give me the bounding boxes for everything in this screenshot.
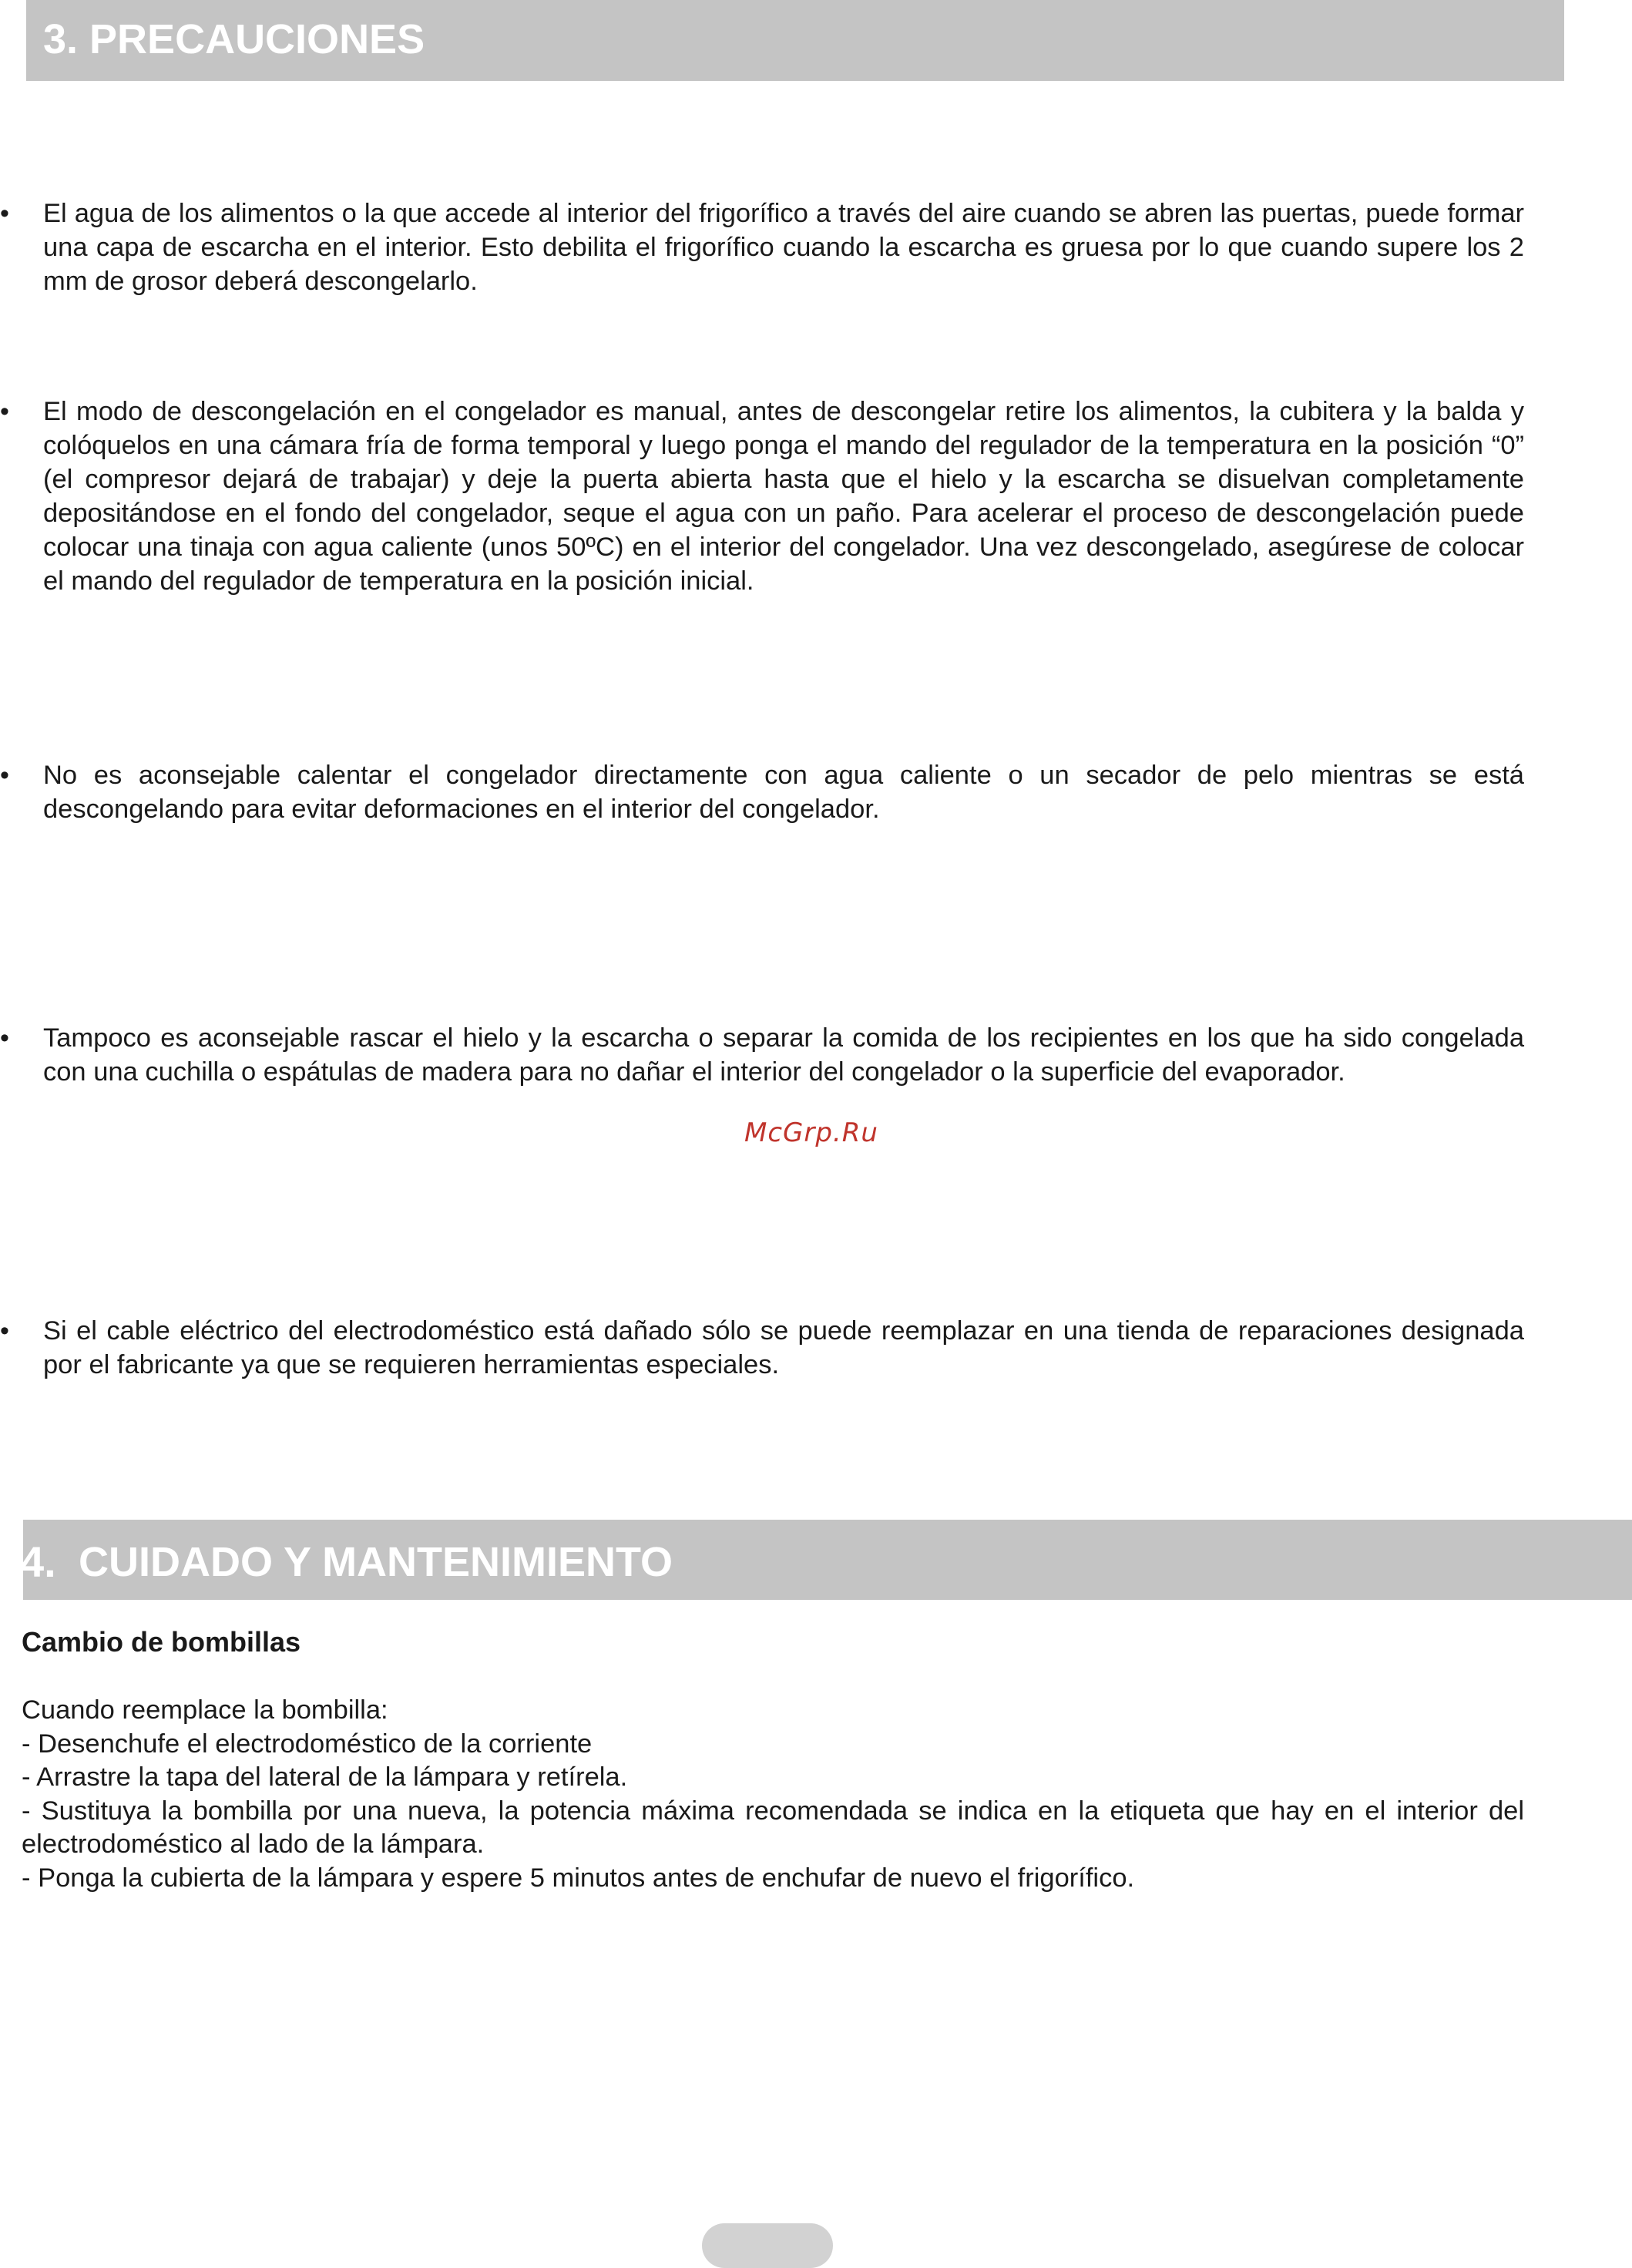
watermark: McGrp.Ru <box>744 1117 878 1148</box>
bullet-text: Tampoco es aconsejable rascar el hielo y la escarcha o separar la comida de los recipientes en los que ha sido congelada con una cuchilla o espátulas de madera para no dañar el interior del congelador o la superficie del evaporador. <box>43 1023 1524 1087</box>
instruction-step: - Arrastre la tapa del lateral de la lámpara y retírela. <box>22 1762 628 1792</box>
bullet-text: El modo de descongelación en el congelador es manual, antes de descongelar retire los alimentos, la cubitera y la balda y colóquelos en una cámara fría de forma temporal y luego ponga el mando del regulador de la temperatura en la posición “0” (el compresor dejará de trabajar) y deje la puerta abierta hasta que el hielo y la escarcha se disuelvan completamente depositándose en el fondo del congelador, seque el agua con un paño. Para acelerar el proceso de descongelación puede colocar una tinaja con agua caliente (unos 50ºC) en el interior del congelador. Una vez descongelado, asegúrese de colocar el mando del regulador de temperatura en la posición inicial. <box>43 397 1524 596</box>
bullet-marker: • <box>0 1316 9 1346</box>
section-header-precauciones <box>26 0 1564 81</box>
page-number-badge <box>702 2223 833 2268</box>
bullet-marker: • <box>0 397 9 426</box>
section-title: 3. PRECAUCIONES <box>43 16 425 62</box>
instruction-step: - Ponga la cubierta de la lámpara y espere 5 minutos antes de enchufar de nuevo el frigorífico. <box>22 1863 1135 1893</box>
section-header-cuidado <box>20 1520 1632 1600</box>
section-title: CUIDADO Y MANTENIMIENTO <box>79 1539 673 1585</box>
subsection-heading: Cambio de bombillas <box>22 1626 301 1658</box>
bullet-marker: • <box>0 1023 9 1053</box>
section-number: 4. <box>20 1537 56 1586</box>
bulb-instructions <box>22 1694 1524 1895</box>
instruction-step: - Sustituya la bombilla por una nueva, la potencia máxima recomendada se indica en la etiqueta que hay en el interior del electrodoméstico al lado de la lámpara. <box>22 1796 1524 1859</box>
bullet-marker: • <box>0 761 9 790</box>
bullet-text: El agua de los alimentos o la que accede al interior del frigorífico a través del aire cuando se abren las puertas, puede formar una capa de escarcha en el interior. Esto debilita el frigorífico cuando la escarcha es gruesa por lo que cuando supere los 2 mm de grosor deberá descongelarlo. <box>43 199 1524 296</box>
bullet-marker: • <box>0 199 9 228</box>
instruction-step: - Desenchufe el electrodoméstico de la corriente <box>22 1729 593 1759</box>
bullet-text: Si el cable eléctrico del electrodoméstico está dañado sólo se puede reemplazar en una tienda de reparaciones designada por el fabricante ya que se requieren herramientas especiales. <box>43 1316 1524 1379</box>
bullet-text: No es aconsejable calentar el congelador directamente con agua caliente o un secador de pelo mientras se está descongelando para evitar deformaciones en el interior del congelador. <box>43 761 1524 824</box>
instructions-intro: Cuando reemplace la bombilla: <box>22 1695 388 1725</box>
